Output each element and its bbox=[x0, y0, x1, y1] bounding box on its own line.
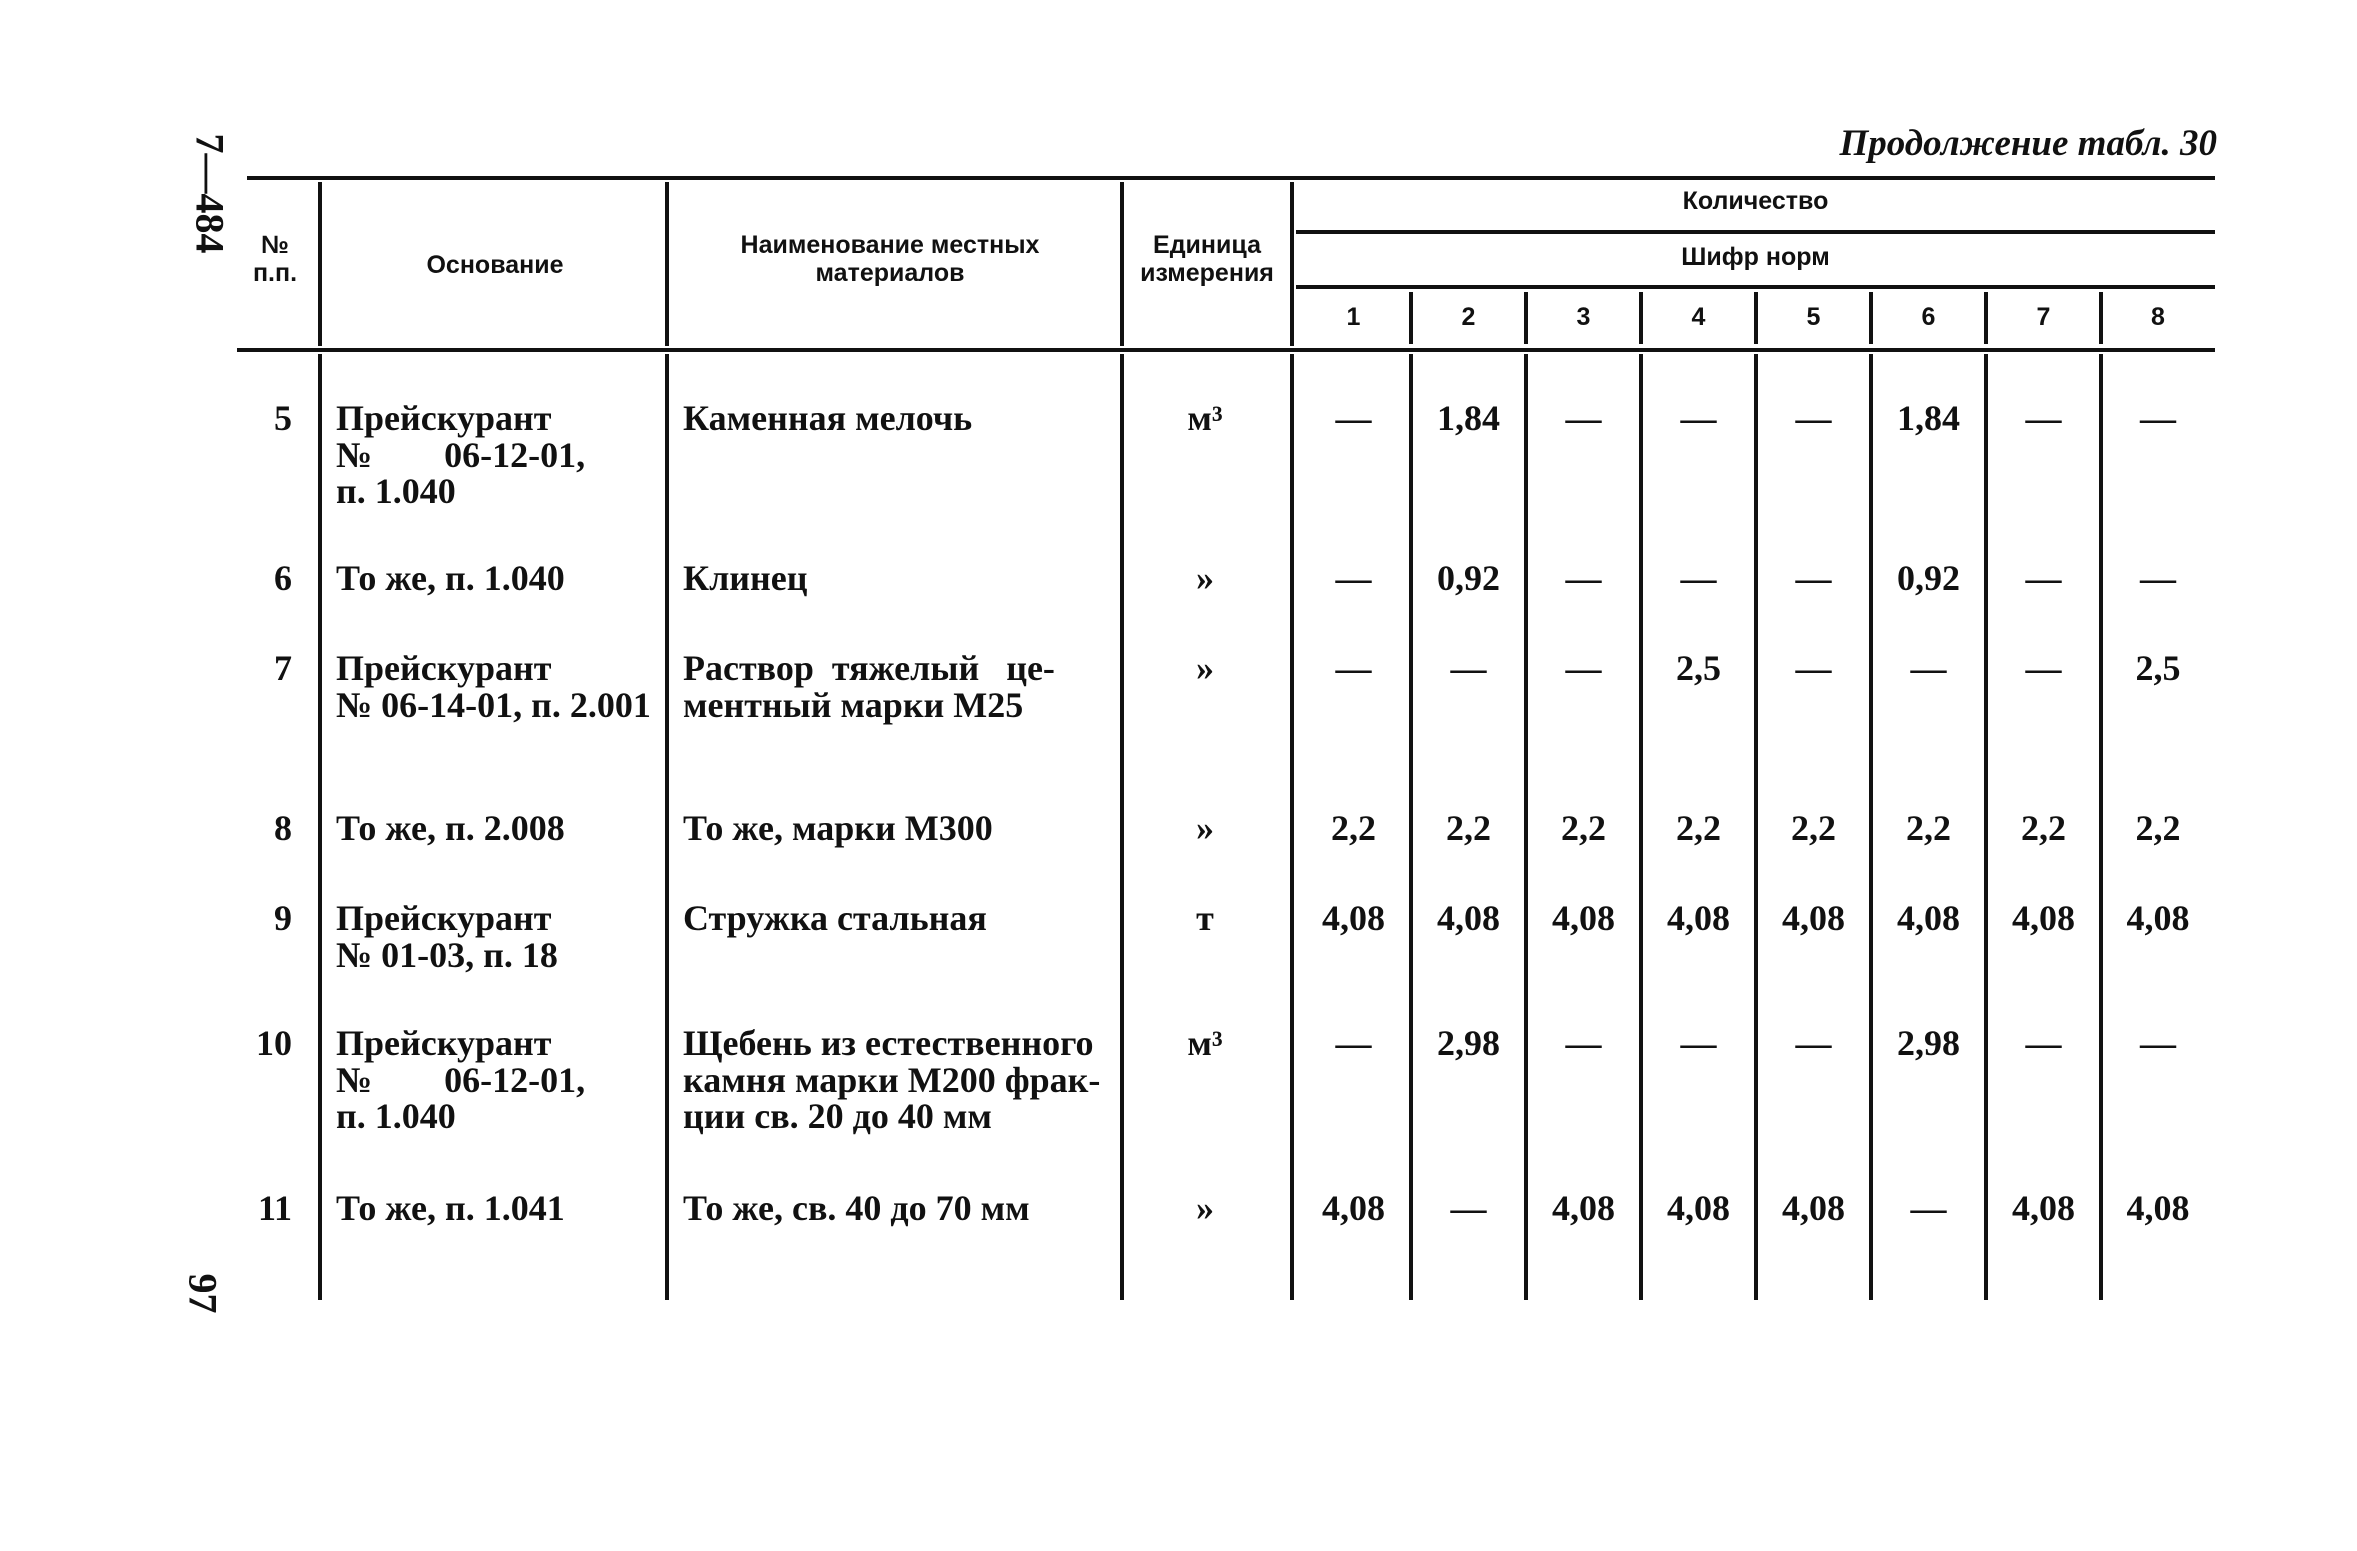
row-basis: То же, п. 1.041 bbox=[336, 1188, 565, 1228]
column-number: 6 bbox=[1921, 303, 1936, 331]
header-divider bbox=[1290, 182, 1294, 346]
quantity-cell: — bbox=[1565, 1023, 1602, 1063]
row-unit: » bbox=[1196, 648, 1214, 688]
quantity-cell: 1,84 bbox=[1437, 398, 1500, 438]
table-caption: Продолжение табл. 30 bbox=[1839, 123, 2217, 164]
quantity-cell: 2,98 bbox=[1897, 1023, 1960, 1063]
quantity-cell: — bbox=[1795, 558, 1832, 598]
table-top-rule bbox=[247, 176, 2215, 180]
quantity-cell: 4,08 bbox=[1897, 898, 1960, 938]
header-basis: Основание bbox=[426, 251, 564, 279]
quantity-cell: 4,08 bbox=[2012, 1188, 2075, 1228]
row-unit: » bbox=[1196, 558, 1214, 598]
header-unit: Единица измерения bbox=[1140, 231, 1274, 287]
document-code: 7—484 bbox=[187, 133, 233, 254]
quantity-cell: — bbox=[2140, 398, 2176, 438]
quantity-cell: — bbox=[2025, 1023, 2062, 1063]
row-unit: » bbox=[1196, 808, 1214, 848]
row-number: 11 bbox=[257, 1188, 292, 1228]
row-number: 5 bbox=[274, 398, 292, 438]
quantity-cell: 2,2 bbox=[1331, 808, 1376, 848]
quantity-cell: — bbox=[2025, 398, 2062, 438]
row-unit: т bbox=[1196, 898, 1214, 938]
quantity-cell: — bbox=[1680, 558, 1717, 598]
row-number: 9 bbox=[274, 898, 292, 938]
quantity-cell: 4,08 bbox=[1782, 1188, 1845, 1228]
quantity-cell: — bbox=[2140, 1023, 2176, 1063]
quantity-cell: 4,08 bbox=[1782, 898, 1845, 938]
header-bottom-rule bbox=[237, 348, 2215, 352]
quantity-cell: 4,08 bbox=[2012, 898, 2075, 938]
column-divider bbox=[318, 354, 322, 1300]
quantity-cell: — bbox=[2025, 648, 2062, 688]
quantity-cell: 2,2 bbox=[1906, 808, 1951, 848]
row-number: 7 bbox=[274, 648, 292, 688]
quantity-cell: — bbox=[1335, 648, 1372, 688]
row-material-name: Стружка стальная bbox=[683, 898, 987, 938]
column-number: 2 bbox=[1461, 303, 1476, 331]
quantity-cell: 4,08 bbox=[1322, 898, 1385, 938]
column-divider bbox=[1290, 354, 1294, 1300]
quantity-cell: 4,08 bbox=[1667, 1188, 1730, 1228]
quantity-cell: — bbox=[2140, 558, 2176, 598]
quantity-cell: 2,5 bbox=[1676, 648, 1721, 688]
quantity-cell: — bbox=[1795, 1023, 1832, 1063]
quantity-cell: — bbox=[1680, 398, 1717, 438]
quantity-cell: 2,2 bbox=[2021, 808, 2066, 848]
quantity-cell: 2,5 bbox=[2135, 648, 2181, 688]
row-unit: » bbox=[1196, 1188, 1214, 1228]
qty-header-rule bbox=[1296, 230, 2215, 234]
row-material-name: Каменная мелочь bbox=[683, 398, 973, 438]
quantity-cell: 0,92 bbox=[1437, 558, 1500, 598]
code-header-rule bbox=[1296, 285, 2215, 289]
quantity-cell: 2,98 bbox=[1437, 1023, 1500, 1063]
quantity-cell: — bbox=[1795, 648, 1832, 688]
row-unit: м³ bbox=[1187, 398, 1223, 438]
quantity-cell: — bbox=[1450, 648, 1487, 688]
quantity-cell: — bbox=[1910, 648, 1947, 688]
row-material-name: То же, св. 40 до 70 мм bbox=[683, 1188, 1030, 1228]
quantity-cell: — bbox=[2025, 558, 2062, 598]
quantity-cell: — bbox=[1680, 1023, 1717, 1063]
row-basis: То же, п. 2.008 bbox=[336, 808, 565, 848]
quantity-cell: 4,08 bbox=[1437, 898, 1500, 938]
quantity-cell: 2,2 bbox=[1446, 808, 1491, 848]
quantity-cell: 4,08 bbox=[2126, 1188, 2190, 1228]
quantity-cell: — bbox=[1565, 648, 1602, 688]
quantity-cell: — bbox=[1910, 1188, 1947, 1228]
row-number: 8 bbox=[274, 808, 292, 848]
row-basis: Прейскурант № 01-03, п. 18 bbox=[336, 898, 558, 975]
quantity-cell: — bbox=[1335, 1023, 1372, 1063]
row-material-name: Раствор тяжелый це- ментный марки М25 bbox=[683, 648, 1055, 725]
column-number: 8 bbox=[2151, 303, 2165, 331]
row-number: 6 bbox=[274, 558, 292, 598]
header-code: Шифр норм bbox=[1681, 243, 1830, 271]
column-number: 7 bbox=[2036, 303, 2051, 331]
row-material-name: То же, марки М300 bbox=[683, 808, 993, 848]
header-quantity: Количество bbox=[1682, 187, 1829, 215]
quantity-cell: — bbox=[1335, 398, 1372, 438]
quantity-cell: — bbox=[1565, 398, 1602, 438]
quantity-cell: 2,2 bbox=[1791, 808, 1836, 848]
page-number: 97 bbox=[180, 1273, 226, 1314]
column-number: 5 bbox=[1806, 303, 1821, 331]
row-basis: То же, п. 1.040 bbox=[336, 558, 565, 598]
quantity-cell: — bbox=[1450, 1188, 1487, 1228]
row-number: 10 bbox=[256, 1023, 292, 1063]
column-number: 3 bbox=[1576, 303, 1591, 331]
quantity-cell: — bbox=[1565, 558, 1602, 598]
quantity-cell: 2,2 bbox=[1561, 808, 1606, 848]
column-divider bbox=[1120, 354, 1124, 1300]
quantity-cell: 4,08 bbox=[1552, 898, 1615, 938]
header-num: № п.п. bbox=[252, 231, 298, 287]
column-number: 4 bbox=[1691, 303, 1706, 331]
header-divider bbox=[1120, 182, 1124, 346]
row-basis: Прейскурант № 06-14-01, п. 2.001 bbox=[336, 648, 651, 725]
quantity-cell: 2,2 bbox=[2135, 808, 2181, 848]
column-number: 1 bbox=[1346, 303, 1361, 331]
quantity-cell: — bbox=[1335, 558, 1372, 598]
header-divider bbox=[665, 182, 669, 346]
quantity-cell: 2,2 bbox=[1676, 808, 1721, 848]
quantity-cell: — bbox=[1795, 398, 1832, 438]
row-basis: Прейскурант № 06-12-01, п. 1.040 bbox=[336, 398, 586, 512]
row-unit: м³ bbox=[1187, 1023, 1223, 1063]
quantity-cell: 4,08 bbox=[1552, 1188, 1615, 1228]
quantity-cell: 1,84 bbox=[1897, 398, 1960, 438]
column-divider bbox=[665, 354, 669, 1300]
row-material-name: Клинец bbox=[683, 558, 808, 598]
quantity-cell: 4,08 bbox=[1322, 1188, 1385, 1228]
row-material-name: Щебень из естественного камня марки М200 фрак- ции св. 20 до 40 мм bbox=[683, 1023, 1101, 1137]
quantity-cell: 4,08 bbox=[2126, 898, 2190, 938]
header-divider bbox=[318, 182, 322, 346]
quantity-cell: 4,08 bbox=[1667, 898, 1730, 938]
header-name: Наименование местных материалов bbox=[740, 231, 1040, 287]
quantity-cell: 0,92 bbox=[1897, 558, 1960, 598]
row-basis: Прейскурант № 06-12-01, п. 1.040 bbox=[336, 1023, 586, 1137]
